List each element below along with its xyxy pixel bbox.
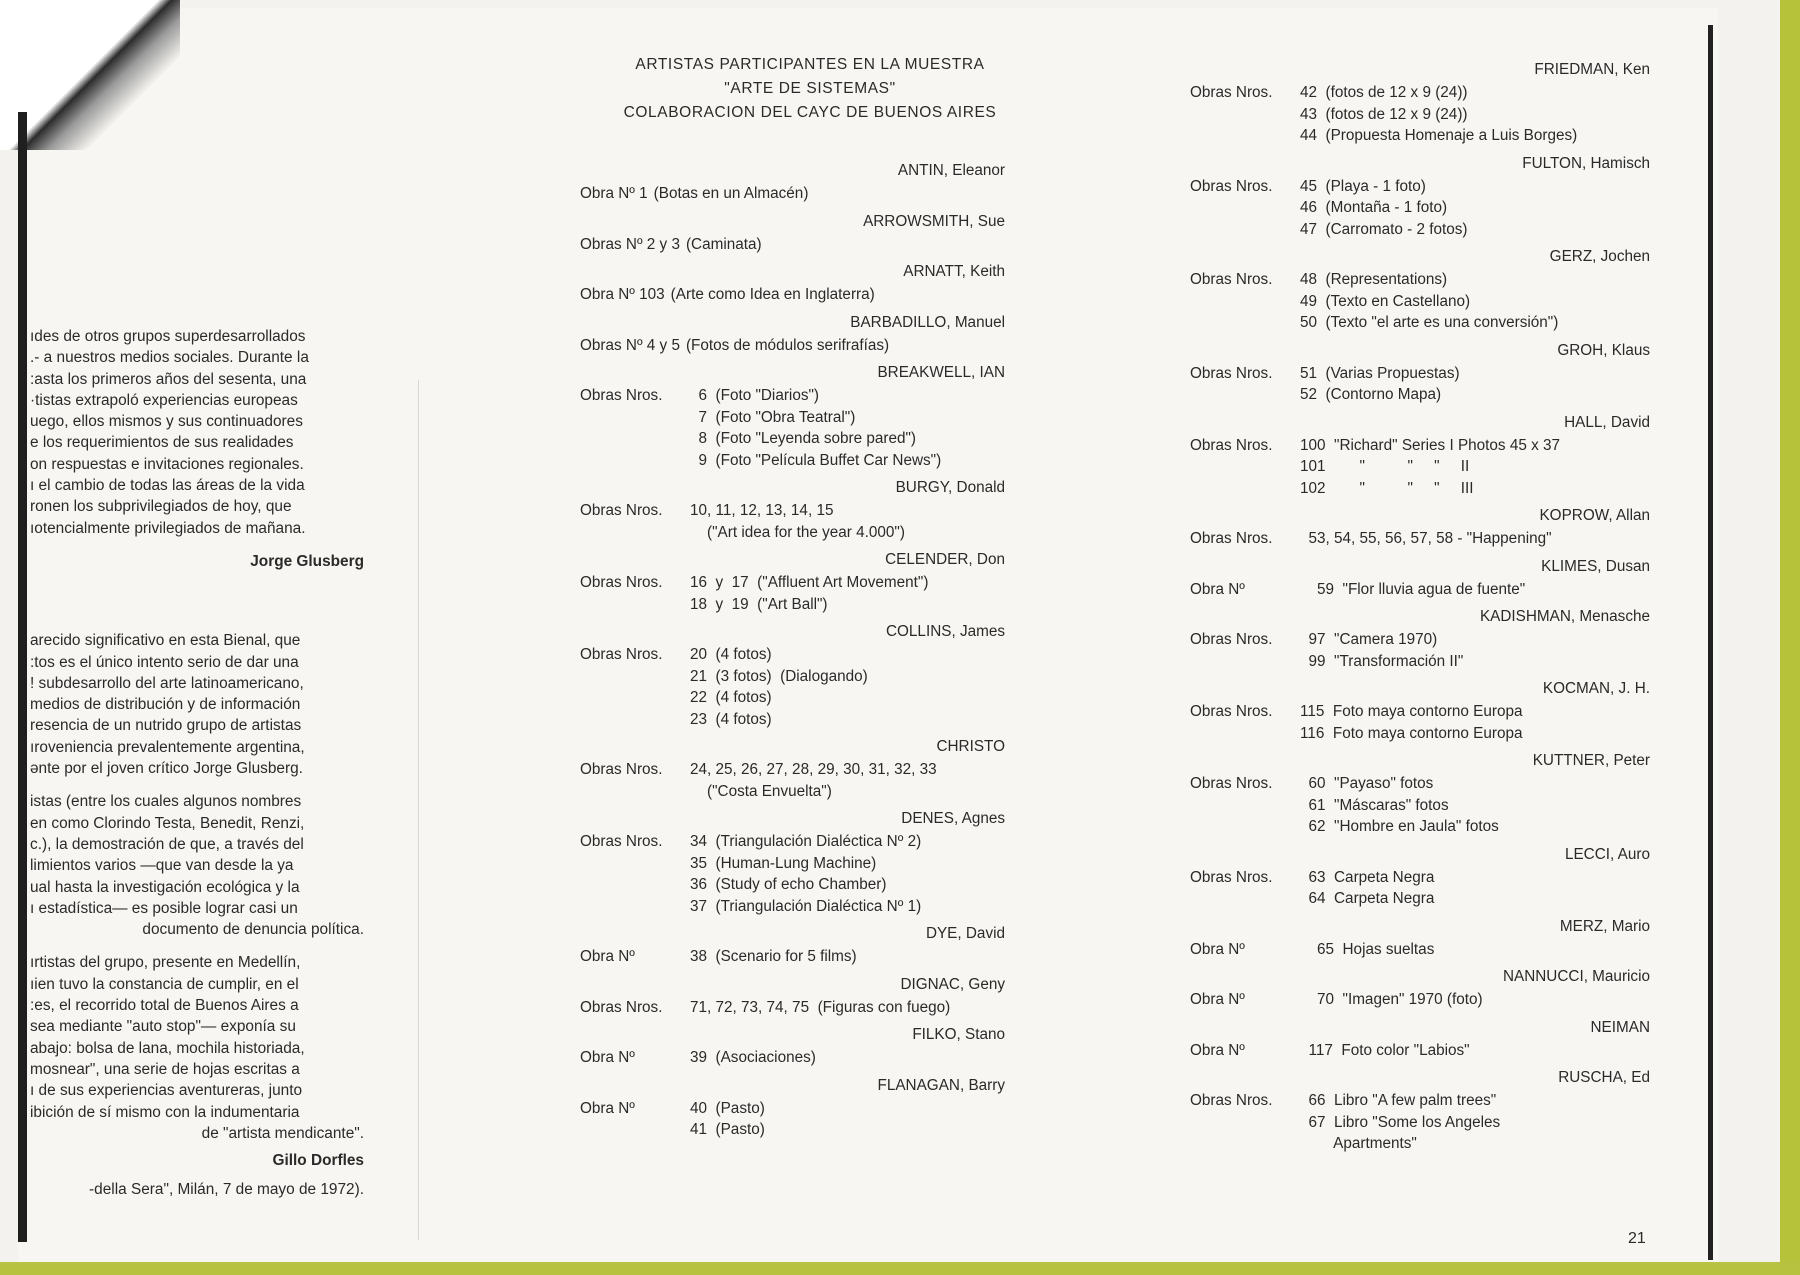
essay-line: sea mediante "auto stop"— exponía su [30, 1018, 296, 1036]
artwork-line: 39 (Asociaciones) [690, 1049, 816, 1066]
artwork-label: Obras Nros. [1190, 530, 1273, 547]
artwork-line: 38 (Scenario for 5 films) [690, 948, 857, 965]
artwork-line: 48 (Representations) [1300, 271, 1448, 288]
artwork-line: 62 "Hombre en Jaula" fotos [1300, 818, 1499, 835]
artwork-line: 59 "Flor lluvia agua de fuente" [1300, 580, 1526, 598]
artwork-label: Obra Nº [580, 948, 635, 965]
artwork-label: Obras Nº 2 y 3 [580, 235, 680, 253]
artist-name: KLIMES, Dusan [1541, 557, 1650, 575]
artwork-line: ("Costa Envuelta") [690, 782, 832, 800]
essay-line: ı estadística— es posible lograr casi un [30, 899, 298, 917]
artwork-entry [580, 183, 1005, 205]
artist-name: NEIMAN [1590, 1018, 1650, 1036]
artist-name: ANTIN, Eleanor [897, 162, 1005, 179]
artwork-line: 52 (Contorno Mapa) [1300, 386, 1442, 403]
artwork-line: 36 (Study of echo Chamber) [690, 876, 887, 893]
artist-name: GERZ, Jochen [1549, 248, 1650, 265]
column-divider [418, 380, 419, 1240]
essay-line: istas (entre los cuales algunos nombres [30, 793, 302, 811]
artwork-line: 65 Hojas sueltas [1300, 940, 1435, 958]
artwork-label: Obras Nros. [580, 833, 663, 850]
artwork-entry [1190, 176, 1650, 241]
artwork-line: 9 (Foto "Película Buffet Car News") [690, 451, 942, 469]
artwork-line: 47 (Carromato - 2 fotos) [1300, 220, 1468, 238]
essay-line: ıroveniencia prevalentemente argentina, [30, 738, 305, 756]
artwork-line: 49 (Texto en Castellano) [1300, 292, 1471, 310]
artwork-line: 50 (Texto "el arte es una conversión") [1300, 314, 1559, 331]
essay-line: ual hasta la investigación ecológica y la [30, 878, 300, 896]
artwork-line: 53, 54, 55, 56, 57, 58 - "Happening" [1300, 530, 1552, 547]
artwork-line: 61 "Máscaras" fotos [1300, 796, 1449, 814]
artwork-line: 43 (fotos de 12 x 9 (24)) [1300, 105, 1468, 123]
artist-list-column-1 [580, 154, 1005, 1141]
artist-name: BARBADILLO, Manuel [850, 313, 1005, 331]
artist-name: MERZ, Mario [1559, 917, 1650, 935]
artist-name: DYE, David [925, 925, 1005, 942]
artwork-line: 41 (Pasto) [690, 1121, 765, 1138]
artwork-line: 22 (4 fotos) [690, 689, 772, 706]
essay-paragraph-3 [30, 791, 364, 919]
artwork-label: Obra Nº 103 [580, 286, 665, 303]
artwork-line: 63 Carpeta Negra [1300, 868, 1435, 886]
artwork-entry [580, 385, 1005, 471]
artist-list-column-2 [1190, 53, 1650, 1155]
artwork-line: 10, 11, 12, 13, 14, 15 [690, 502, 834, 519]
essay-paragraph-4 [30, 952, 364, 1122]
artwork-label: Obras Nº 4 y 5 [580, 336, 680, 354]
artwork-entry [580, 946, 1005, 968]
essay-source: -della Sera", Milán, 7 de mayo de 1972). [89, 1181, 364, 1199]
artwork-line: 8 (Foto "Leyenda sobre pared") [690, 430, 916, 447]
essay-paragraph-4-last-line: de "artista mendicante". [201, 1124, 364, 1142]
essay-line: ·tistas extrapoló experiencias europeas [30, 391, 298, 409]
artwork-label: Obras Nros. [1190, 1092, 1273, 1109]
green-backing-bottom [0, 1262, 1800, 1275]
artwork-entry [1190, 867, 1650, 910]
artwork-label: Obra Nº 1 [580, 185, 648, 202]
essay-line: abajo: bolsa de lana, mochila historiada, [30, 1039, 305, 1057]
artwork-entry [580, 284, 1005, 306]
artwork-line: 21 (3 fotos) (Dialogando) [690, 667, 868, 685]
artwork-line: 64 Carpeta Negra [1300, 890, 1435, 907]
artwork-entry [1190, 363, 1650, 406]
artwork-line: 97 "Camera 1970) [1300, 631, 1438, 648]
artwork-entry [1190, 1040, 1650, 1062]
essay-line: uego, ellos mismos y sus continuadores [30, 413, 303, 431]
essay-line: c.), la demostración de que, a través del [30, 835, 304, 853]
artwork-line: ("Art idea for the year 4.000") [690, 523, 905, 541]
essay-line: ibición de sí mismo con la indumentaria [30, 1103, 300, 1121]
artwork-line: 35 (Human-Lung Machine) [690, 854, 877, 872]
artwork-line: 34 (Triangulación Dialéctica Nº 2) [690, 833, 922, 850]
artwork-label: Obras Nros. [580, 574, 663, 591]
right-page-edge [1708, 25, 1713, 1260]
artist-name: BREAKWELL, IAN [877, 364, 1005, 381]
artwork-line: 60 "Payaso" fotos [1300, 775, 1434, 792]
artwork-label: Obra Nº [1190, 940, 1245, 958]
artist-name: KUTTNER, Peter [1532, 752, 1650, 769]
artwork-label: Obras Nros. [580, 502, 663, 519]
artwork-entry [580, 759, 1005, 802]
artwork-entry [580, 997, 1005, 1019]
artwork-line: 71, 72, 73, 74, 75 (Figuras con fuego) [690, 998, 951, 1016]
essay-paragraph-1 [30, 326, 364, 539]
artwork-line: 115 Foto maya contorno Europa [1300, 703, 1523, 720]
artwork-entry [1190, 701, 1650, 744]
artwork-line: 37 (Triangulación Dialéctica Nº 1) [690, 897, 922, 915]
artist-name: KOCMAN, J. H. [1542, 680, 1650, 697]
essay-line: arecido significativo en esta Bienal, que [30, 632, 301, 650]
artist-name: FULTON, Hamisch [1522, 154, 1650, 172]
artist-name: FLANAGAN, Barry [877, 1076, 1005, 1094]
artwork-label: Obra Nº [580, 1049, 635, 1066]
artwork-entry [1190, 435, 1650, 500]
artwork-label: Obras Nros. [1190, 631, 1273, 648]
essay-line: .- a nuestros medios sociales. Durante la [30, 349, 309, 367]
artwork-label: Obras Nros. [1190, 703, 1273, 720]
artwork-label: Obras Nros. [1190, 775, 1273, 792]
artwork-label: Obra Nº [1190, 580, 1245, 598]
essay-line: e los requerimientos de sus realidades [30, 434, 294, 452]
artist-name: KOPROW, Allan [1539, 507, 1650, 524]
artwork-line: 45 (Playa - 1 foto) [1300, 177, 1426, 195]
signature-dorfles: Gillo Dorfles [272, 1152, 364, 1170]
essay-line: ıotencialmente privilegiados de mañana. [30, 519, 306, 537]
artwork-label: Obra Nº [580, 1099, 635, 1117]
essay-paragraph-3-last-line: documento de denuncia política. [142, 921, 364, 939]
artwork-line: 16 y 17 ("Affluent Art Movement") [690, 574, 929, 591]
artwork-label: Obras Nros. [1190, 436, 1273, 454]
essay-line: limientos varios —que van desde la ya [30, 857, 294, 875]
artist-name: CHRISTO [936, 738, 1005, 755]
artwork-line: 18 y 19 ("Art Ball") [690, 595, 828, 613]
header-line-2: "ARTE DE SISTEMAS" [724, 80, 896, 97]
artwork-label: Obras Nros. [580, 646, 663, 663]
artwork-label: Obras Nros. [1190, 271, 1273, 288]
page-number: 21 [1628, 1230, 1646, 1247]
artwork-label: Obras Nros. [1190, 364, 1273, 382]
artwork-line: 117 Foto color "Labios" [1300, 1041, 1470, 1059]
essay-line: resencia de un nutrido grupo de artistas [30, 717, 302, 735]
artwork-line: 66 Libro "A few palm trees" [1300, 1092, 1497, 1109]
artwork-entry [580, 572, 1005, 615]
essay-column [30, 326, 364, 1201]
essay-line: ıdes de otros grupos superdesarrollados [30, 328, 306, 345]
artist-name: RUSCHA, Ed [1558, 1069, 1650, 1086]
artwork-entry [1190, 269, 1650, 334]
essay-line: ənte por el joven crítico Jorge Glusberg. [30, 760, 303, 778]
artwork-line: (Botas en un Almacén) [653, 185, 809, 202]
artwork-entry [1190, 939, 1650, 961]
essay-line: on respuestas e invitaciones regionales. [30, 455, 304, 473]
artwork-line: 42 (fotos de 12 x 9 (24)) [1300, 84, 1468, 101]
essay-line: ı el cambio de todas las áreas de la vida [30, 477, 305, 495]
artist-name: ARROWSMITH, Sue [863, 212, 1005, 230]
artwork-entry [1190, 82, 1650, 147]
header-line-1: ARTISTAS PARTICIPANTES EN LA MUESTRA [635, 56, 985, 73]
essay-line: en como Clorindo Testa, Benedit, Renzi, [30, 814, 305, 832]
artwork-line: 40 (Pasto) [690, 1099, 765, 1117]
artwork-entry [1190, 989, 1650, 1011]
artist-name: FILKO, Stano [912, 1026, 1005, 1043]
page-header [570, 53, 1050, 125]
essay-paragraph-2 [30, 630, 364, 779]
artwork-label: Obras Nros. [580, 761, 663, 778]
essay-line: ı de sus experiencias aventureras, junto [30, 1082, 303, 1100]
artwork-label: Obra Nº [1190, 991, 1245, 1008]
artist-name: GROH, Klaus [1557, 341, 1650, 359]
essay-line: medios de distribución y de información [30, 696, 301, 714]
essay-line: ıien tuvo la constancia de cumplir, en el [30, 975, 299, 993]
artwork-entry [580, 335, 1005, 357]
artist-name: CELENDER, Don [885, 551, 1005, 568]
artwork-label: Obras Nros. [580, 387, 663, 404]
header-line-3: COLABORACION DEL CAYC DE BUENOS AIRES [623, 104, 997, 121]
signature-glusberg: Jorge Glusberg [250, 552, 364, 570]
artwork-entry [580, 234, 1005, 256]
artwork-label: Obras Nros. [580, 998, 663, 1016]
artwork-line: 6 (Foto "Diarios") [690, 387, 820, 404]
artwork-entry [580, 1047, 1005, 1069]
green-backing-edge [1780, 0, 1800, 1275]
artwork-line: 51 (Varias Propuestas) [1300, 364, 1460, 382]
artwork-line: (Fotos de módulos serifrafías) [685, 336, 890, 354]
artwork-label: Obras Nros. [1190, 868, 1273, 886]
artwork-line: 46 (Montaña - 1 foto) [1300, 199, 1448, 216]
essay-line: ırtistas del grupo, presente en Medellín, [30, 954, 301, 972]
essay-line: ronen los subprivilegiados de hoy, que [30, 498, 292, 516]
artwork-line: 70 "Imagen" 1970 (foto) [1300, 991, 1483, 1008]
artwork-line: 99 "Transformación II" [1300, 652, 1464, 670]
artist-name: ARNATT, Keith [903, 263, 1005, 280]
artist-name: BURGY, Donald [895, 479, 1005, 496]
folded-corner [0, 0, 180, 150]
artwork-label: Obra Nº [1190, 1041, 1245, 1059]
artwork-entry [1190, 579, 1650, 601]
artwork-entry [580, 644, 1005, 730]
artwork-line: 23 (4 fotos) [690, 710, 772, 728]
artwork-label: Obras Nros. [1190, 177, 1273, 195]
essay-line: mosnear", una serie de hojas escritas a [30, 1060, 300, 1078]
artwork-line: 67 Libro "Some los Angeles [1300, 1113, 1501, 1131]
artwork-line: 20 (4 fotos) [690, 646, 772, 663]
artist-name: DIGNAC, Geny [900, 975, 1005, 993]
artwork-line: (Arte como Idea en Inglaterra) [670, 286, 875, 303]
artist-name: FRIEDMAN, Ken [1534, 61, 1650, 78]
artwork-entry [1190, 528, 1650, 550]
left-binding-edge [18, 112, 27, 1242]
artist-name: LECCI, Auro [1564, 845, 1650, 863]
artist-name: NANNUCCI, Mauricio [1502, 968, 1650, 985]
artwork-label: Obras Nros. [1190, 84, 1273, 101]
artwork-line: 116 Foto maya contorno Europa [1300, 724, 1523, 742]
artwork-line: 44 (Propuesta Homenaje a Luis Borges) [1300, 127, 1578, 144]
artwork-entry [1190, 773, 1650, 838]
artwork-entry [580, 500, 1005, 543]
artwork-line: 101 " " " II [1300, 458, 1470, 475]
artwork-line: (Caminata) [685, 235, 762, 253]
essay-line: ǃ subdesarrollo del arte latinoamericano, [30, 674, 304, 692]
artwork-entry [1190, 629, 1650, 672]
essay-line: :tos es el único intento serio de dar una [30, 653, 299, 671]
artist-name: DENES, Agnes [901, 810, 1005, 827]
artist-name: HALL, David [1564, 413, 1650, 431]
artwork-line: Apartments" [1300, 1135, 1417, 1152]
artist-name: KADISHMAN, Menasche [1479, 608, 1650, 625]
artwork-line: 102 " " " III [1300, 479, 1474, 497]
artist-name: COLLINS, James [885, 623, 1005, 640]
artwork-entry [580, 831, 1005, 917]
artwork-line: 7 (Foto "Obra Teatral") [690, 408, 856, 426]
artwork-entry [580, 1098, 1005, 1141]
artwork-line: 24, 25, 26, 27, 28, 29, 30, 31, 32, 33 [690, 761, 937, 778]
essay-line: :asta los primeros años del sesenta, una [30, 370, 307, 388]
essay-line: :es, el recorrido total de Buenos Aires a [30, 997, 299, 1015]
artwork-entry [1190, 1090, 1650, 1155]
artwork-line: 100 "Richard" Series I Photos 45 x 37 [1300, 436, 1561, 454]
